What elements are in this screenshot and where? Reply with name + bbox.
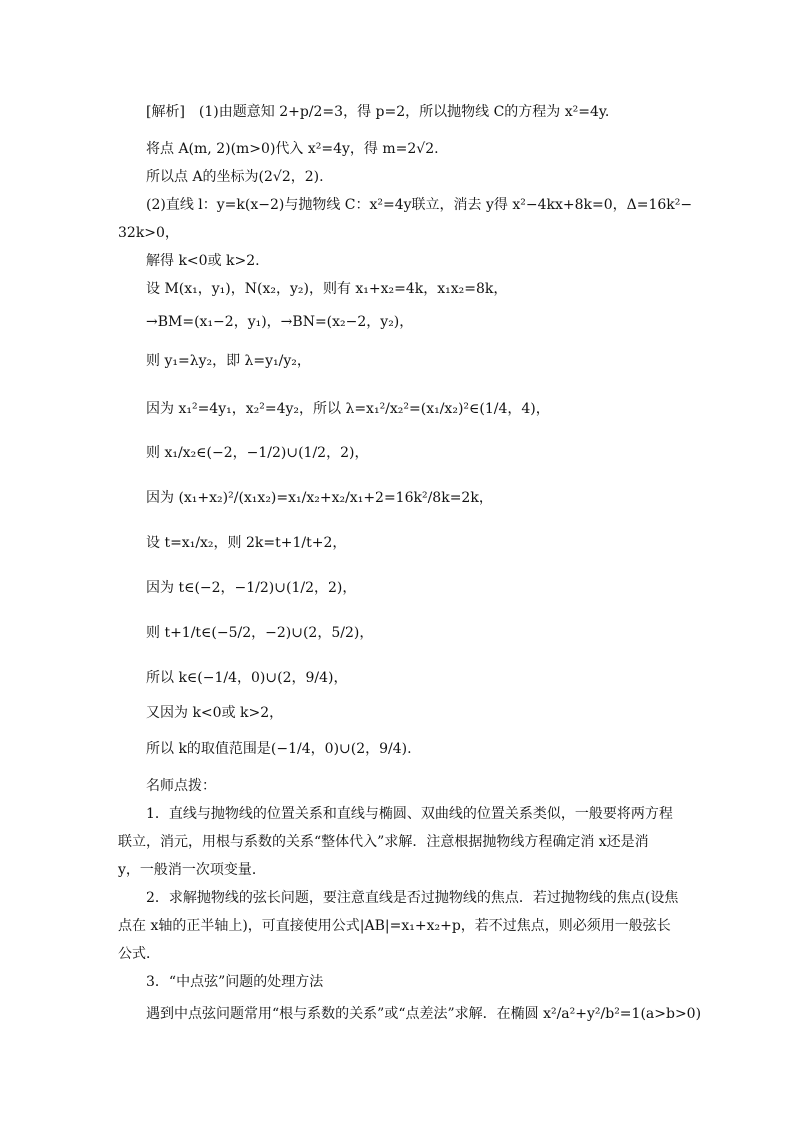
solution-line: 设 M(x₁，y₁)，N(x₂，y₂)，则有 x₁+x₂=4k，x₁x₂=8k， bbox=[146, 281, 508, 297]
solution-line: 所以点 A的坐标为(2√2，2). bbox=[146, 169, 324, 185]
solution-line: 解得 k<0或 k>2. bbox=[146, 253, 260, 269]
solution-line: 则 y₁=λy₂，即 λ=y₁/y₂， bbox=[146, 353, 311, 369]
solution-line: 则 x₁/x₂∈(−2，−1/2)∪(1/2，2)， bbox=[146, 445, 369, 461]
solution-line: 所以 k的取值范围是(−1/4，0)∪(2，9/4). bbox=[146, 741, 412, 757]
solution-line: 因为 (x₁+x₂)²/(x₁x₂)=x₁/x₂+x₂/x₁+2=16k²/8k=2k， bbox=[146, 490, 493, 506]
solution-line: 则 t+1/t∈(−5/2，−2)∪(2，5/2)， bbox=[146, 625, 374, 641]
solution-line: 因为 x₁²=4y₁，x₂²=4y₂，所以 λ=x₁²/x₂²=(x₁/x₂)²∈(1/4，4)， bbox=[146, 401, 550, 417]
solution-line: 将点 A(m, 2)(m>0)代入 x²=4y，得 m=2√2. bbox=[146, 141, 439, 157]
tips-line: y，一般消一次项变量． bbox=[118, 862, 266, 878]
solution-line: 所以 k∈(−1/4，0)∪(2，9/4)， bbox=[146, 670, 348, 686]
solution-line: 32k>0， bbox=[118, 225, 179, 241]
tips-line: 2．求解抛物线的弦长问题，要注意直线是否过抛物线的焦点．若过抛物线的焦点(设焦 bbox=[146, 890, 679, 906]
tips-line: 点在 x轴的正半轴上)，可直接使用公式|AB|=x₁+x₂+p，若不过焦点，则必须用一般弦长 bbox=[118, 918, 671, 934]
tips-heading: 名师点拨： bbox=[146, 778, 216, 794]
solution-line: 因为 t∈(−2，−1/2)∪(1/2，2)， bbox=[146, 580, 357, 596]
tips-line: 1．直线与抛物线的位置关系和直线与椭圆、双曲线的位置关系类似，一般要将两方程 bbox=[146, 806, 673, 822]
tips-line: 联立，消元，用根与系数的关系“整体代入”求解．注意根据抛物线方程确定消 x还是消 bbox=[118, 834, 649, 850]
solution-line: 又因为 k<0或 k>2， bbox=[146, 705, 284, 721]
solution-line: →BM=(x₁−2，y₁)，→BN=(x₂−2，y₂)， bbox=[146, 314, 414, 330]
tips-line: 公式． bbox=[118, 946, 160, 962]
solution-line: (2)直线 l：y=k(x−2)与抛物线 C：x²=4y联立，消去 y得 x²−4kx+8k=0，Δ=16k²− bbox=[146, 197, 693, 213]
solution-line: 设 t=x₁/x₂，则 2k=t+1/t+2， bbox=[146, 535, 347, 551]
tips-line: 3．“中点弦”问题的处理方法 bbox=[146, 974, 324, 990]
tips-line: 遇到中点弦问题常用“根与系数的关系”或“点差法”求解．在椭圆 x²/a²+y²/b²=1(a>b>0) bbox=[146, 1006, 702, 1022]
solution-line: [解析] (1)由题意知 2+p/2=3，得 p=2，所以抛物线 C的方程为 x²=4y. bbox=[146, 104, 610, 120]
